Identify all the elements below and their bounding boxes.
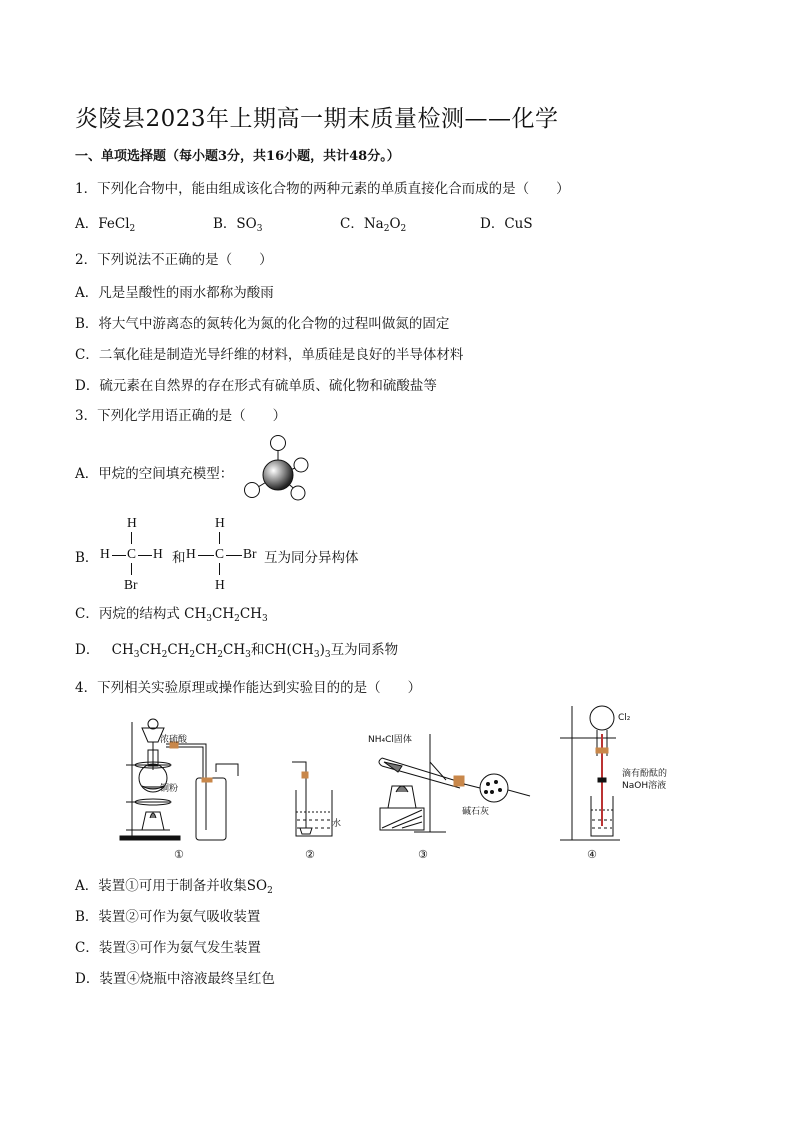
- apparatus-number-1: ①: [174, 848, 184, 861]
- q1-stem: 1．下列化合物中，能由组成该化合物的两种元素的单质直接化合而成的是（ ）: [75, 181, 570, 197]
- q1-option-b: B．$SO_3$: [213, 216, 263, 234]
- q2-option-c: C．二氧化硅是制造光导纤维的材料，单质硅是良好的半导体材料: [75, 347, 464, 363]
- label-copper: 铜粉: [160, 784, 179, 794]
- label-naoh-line1: 滴有酚酞的: [622, 769, 668, 779]
- structure-2: H H C Br H: [186, 515, 257, 592]
- q1-option-c: C．$Na_2O_2$: [340, 216, 407, 234]
- q4-stem: 4．下列相关实验原理或操作能达到实验目的的是（ ）: [75, 680, 422, 696]
- q4-option-b: B．装置②可作为氨气吸收装置: [75, 909, 261, 925]
- q3-option-d: D． $CH_3CH_2CH_2CH_2CH_3$和$CH(CH_3)_3$互为同系物: [75, 642, 399, 660]
- page-title: 炎陵县2023年上期高一期末质量检测——化学: [75, 106, 559, 132]
- q2-option-a: A．凡是呈酸性的雨水都称为酸雨: [75, 285, 274, 301]
- label-conc-acid: 浓硫酸: [160, 735, 188, 745]
- pentane-formula: $CH_3CH_2CH_2CH_2CH_3$: [111, 642, 251, 660]
- q2-option-d: D．硫元素在自然界的存在形式有硫单质、硫化物和硫酸盐等: [75, 378, 437, 394]
- q3-option-b-prefix: B．: [75, 550, 99, 566]
- section-heading: 一、单项选择题（每小题3分，共16小题，共计48分。）: [75, 149, 400, 164]
- apparatus-2: [292, 762, 332, 836]
- apparatus-4: [560, 706, 620, 840]
- q3-option-b-and: 和: [172, 550, 186, 566]
- q3-option-b-suffix: 互为同分异构体: [264, 550, 359, 566]
- q3-option-a: A．甲烷的空间填充模型：: [75, 466, 234, 482]
- apparatus-number-3: ③: [418, 848, 428, 861]
- q2-option-b: B．将大气中游离态的氮转化为氮的化合物的过程叫做氮的固定: [75, 316, 450, 332]
- label-soda-lime: 碱石灰: [462, 807, 490, 817]
- structure-1: H H C H Br: [100, 515, 163, 592]
- label-naoh-line2: NaOH溶液: [622, 781, 667, 791]
- label-cl2: Cl₂: [618, 713, 631, 723]
- q3-stem: 3．下列化学用语正确的是（ ）: [75, 408, 287, 424]
- apparatus-3: [379, 734, 530, 832]
- q3-option-c: C．丙烷的结构式 $CH_3CH_2CH_3$: [75, 606, 268, 624]
- q4-option-a: A．装置①可用于制备并收集$SO_2$: [75, 878, 273, 896]
- apparatus-figure: [110, 700, 690, 865]
- label-nh4cl: NH₄Cl固体: [368, 735, 412, 745]
- apparatus-number-4: ④: [587, 848, 597, 861]
- q4-option-d: D．装置④烧瓶中溶液最终呈红色: [75, 971, 275, 987]
- q1-option-a: A．FeCl$_2$: [75, 216, 136, 234]
- label-water: 水: [332, 819, 342, 829]
- apparatus-number-2: ②: [305, 848, 315, 861]
- methane-space-filling-model: [236, 430, 316, 505]
- q1-option-d: D．CuS: [480, 216, 533, 232]
- q4-option-c: C．装置③可作为氨气发生装置: [75, 940, 261, 956]
- isobutane-formula: $CH(CH_3)_3$: [264, 642, 331, 660]
- q2-stem: 2．下列说法不正确的是（ ）: [75, 252, 273, 268]
- propane-formula: $CH_3CH_2CH_3$: [184, 606, 268, 624]
